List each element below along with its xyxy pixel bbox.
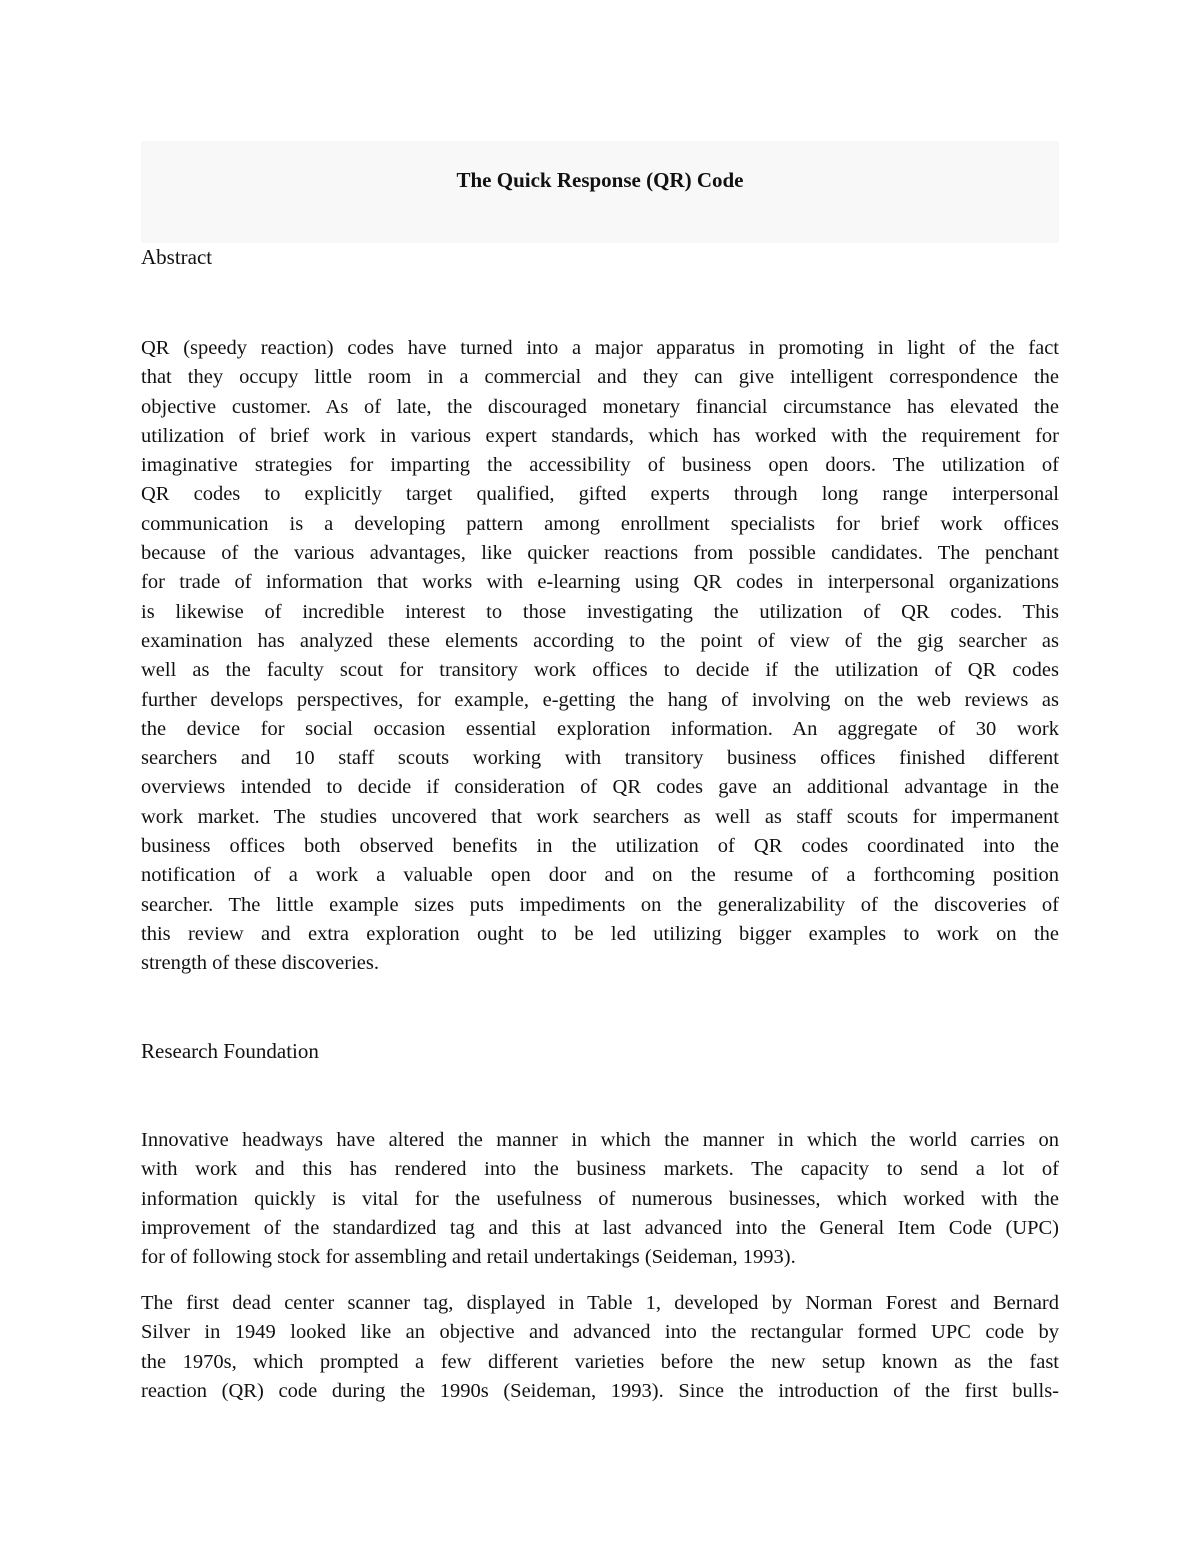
text-line: The first dead center scanner tag, displayed in Table 1, developed by Norman Forest and Bernard — [141, 1292, 1059, 1314]
text-line: objective customer. As of late, the discouraged monetary financial circumstance has elevated the — [141, 395, 1059, 418]
abstract-paragraph — [141, 334, 1059, 979]
text-line: with work and this has rendered into the business markets. The capacity to send a lot of — [141, 1158, 1059, 1181]
text-line: overviews intended to decide if consideration of QR codes gave an additional advantage in the — [141, 776, 1059, 799]
research-foundation-paragraph-1 — [141, 1126, 1059, 1272]
text-line: imaginative strategies for imparting the accessibility of business open doors. The utilization of — [141, 454, 1059, 477]
text-line: examination has analyzed these elements according to the point of view of the gig searcher as — [141, 629, 1059, 652]
section-heading-research-foundation: Research Foundation — [141, 1039, 319, 1063]
text-line: communication is a developing pattern among enrollment specialists for brief work offices — [141, 512, 1059, 535]
document-title: The Quick Response (QR) Code — [456, 168, 744, 192]
text-line: utilization of brief work in various expert standards, which has worked with the requirement for — [141, 424, 1059, 447]
text-line: Silver in 1949 looked like an objective and advanced into the rectangular formed UPC code by — [141, 1321, 1059, 1344]
text-line: the device for social occasion essential exploration information. An aggregate of 30 work — [141, 717, 1059, 740]
section-heading-abstract: Abstract — [141, 245, 213, 269]
text-line: strength of these discoveries. — [141, 952, 379, 975]
text-line: further develops perspectives, for example, e-getting the hang of involving on the web reviews as — [141, 688, 1059, 711]
text-line: the 1970s, which prompted a few different varieties before the new setup known as the fast — [141, 1350, 1059, 1373]
text-line: this review and extra exploration ought to be led utilizing bigger examples to work on the — [141, 922, 1059, 945]
text-line: QR codes to explicitly target qualified, gifted experts through long range interpersonal — [141, 483, 1059, 506]
text-line: is likewise of incredible interest to those investigating the utilization of QR codes. This — [141, 600, 1059, 623]
text-line: for of following stock for assembling and retail undertakings (Seideman, 1993). — [141, 1246, 796, 1269]
text-line: QR (speedy reaction) codes have turned into a major apparatus in promoting in light of the fact — [141, 337, 1059, 359]
text-line: because of the various advantages, like quicker reactions from possible candidates. The penchant — [141, 542, 1059, 565]
text-line: searchers and 10 staff scouts working with transitory business offices finished different — [141, 747, 1059, 770]
text-line: work market. The studies uncovered that work searchers as well as staff scouts for impermanent — [141, 805, 1059, 828]
text-line: improvement of the standardized tag and this at last advanced into the General Item Code (UPC) — [141, 1216, 1059, 1239]
text-line: searcher. The little example sizes puts impediments on the generalizability of the discoveries of — [141, 893, 1059, 916]
text-line: reaction (QR) code during the 1990s (Seideman, 1993). Since the introduction of the first bulls- — [141, 1379, 1059, 1402]
text-line: Innovative headways have altered the manner in which the manner in which the world carries on — [141, 1129, 1059, 1151]
text-line: well as the faculty scout for transitory work offices to decide if the utilization of QR codes — [141, 659, 1059, 682]
text-line: notification of a work a valuable open door and on the resume of a forthcoming position — [141, 864, 1059, 887]
text-line: that they occupy little room in a commercial and they can give intelligent correspondence the — [141, 366, 1059, 389]
research-foundation-paragraph-2 — [141, 1289, 1059, 1406]
text-line: business offices both observed benefits in the utilization of QR codes coordinated into the — [141, 835, 1059, 858]
text-line: information quickly is vital for the usefulness of numerous businesses, which worked with the — [141, 1187, 1059, 1210]
text-line: for trade of information that works with e-learning using QR codes in interpersonal organizations — [141, 571, 1059, 594]
